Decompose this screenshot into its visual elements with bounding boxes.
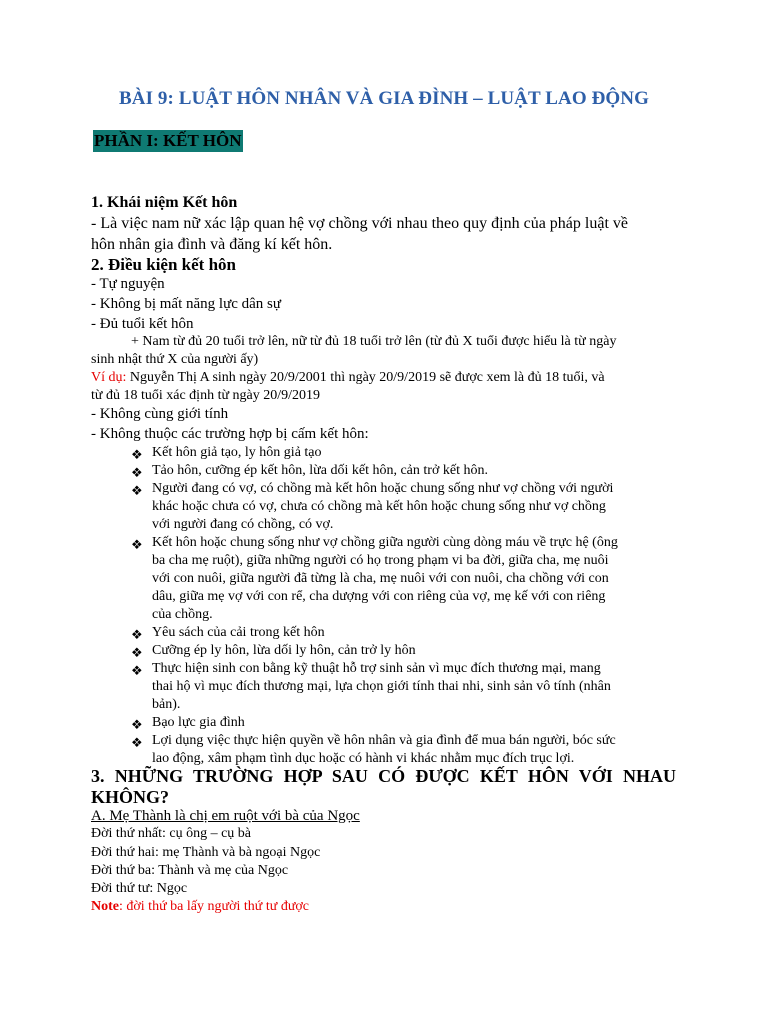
diamond-bullet-icon: ❖ xyxy=(131,735,143,750)
prohibited-case: Thực hiện sinh con bằng kỹ thuật hỗ trợ sinh sản vì mục đích thương mại, mang xyxy=(152,661,601,676)
example-text: Nguyễn Thị A sinh ngày 20/9/2001 thì ngày 20/9/2019 sẽ được xem là đủ 18 tuổi, và xyxy=(126,370,605,385)
prohibited-case-cont: khác hoặc chưa có vợ, chưa có chồng mà kết hôn hoặc chung sống như vợ chồng xyxy=(152,499,606,514)
example-line xyxy=(91,370,605,386)
prohibited-case-cont: thai hộ vì mục đích thương mại, lựa chọn giới tính thai nhi, sinh sản vô tính (nhân xyxy=(152,679,611,694)
condition-item: - Không cùng giới tính xyxy=(91,406,229,422)
diamond-bullet-icon: ❖ xyxy=(131,483,143,498)
prohibited-case: Người đang có vợ, có chồng mà kết hôn hoặc chung sống như vợ chồng với người xyxy=(152,481,614,496)
section-3-heading-cont: KHÔNG? xyxy=(91,787,170,807)
note-label: Note xyxy=(91,899,119,914)
prohibited-case: Kết hôn giả tạo, ly hôn giả tạo xyxy=(152,445,322,460)
prohibited-case: Tảo hôn, cưỡng ép kết hôn, lừa dối kết hôn, cản trở kết hôn. xyxy=(152,463,488,478)
diamond-bullet-icon: ❖ xyxy=(131,447,143,462)
section-1-heading: 1. Khái niệm Kết hôn xyxy=(91,194,238,211)
prohibited-case-cont: với con nuôi, giữa người đã từng là cha, mẹ nuôi với con nuôi, cha chồng với con xyxy=(152,571,609,586)
diamond-bullet-icon: ❖ xyxy=(131,537,143,552)
page-title: BÀI 9: LUẬT HÔN NHÂN VÀ GIA ĐÌNH – LUẬT LAO ĐỘNG xyxy=(118,88,649,109)
note-text: : đời thứ ba lấy người thứ tư được xyxy=(119,899,310,914)
prohibited-case: Kết hôn hoặc chung sống như vợ chồng giữa người cùng dòng máu về trực hệ (ông xyxy=(152,535,618,550)
section-1-text-line: - Là việc nam nữ xác lập quan hệ vợ chồng với nhau theo quy định của pháp luật về xyxy=(91,215,628,232)
prohibited-case-cont: với người đang có chồng, có vợ. xyxy=(152,517,334,532)
age-rule-line: + Nam từ đủ 20 tuổi trở lên, nữ từ đủ 18 tuổi trở lên (từ đủ X tuổi được hiểu là từ ngày xyxy=(131,334,617,349)
generation-line: Đời thứ hai: mẹ Thành và bà ngoại Ngọc xyxy=(91,845,321,860)
section-2-heading: 2. Điều kiện kết hôn xyxy=(91,255,236,274)
prohibited-case-cont: lao động, xâm phạm tình dục hoặc có hành vi khác nhằm mục đích trục lợi. xyxy=(152,751,575,766)
condition-item: - Không thuộc các trường hợp bị cấm kết hôn: xyxy=(91,426,369,442)
condition-item: - Tự nguyện xyxy=(91,276,165,292)
section-3-heading: 3. NHỮNG TRƯỜNG HỢP SAU CÓ ĐƯỢC KẾT HÔN VỚI NHAU xyxy=(91,766,676,786)
section-1-text-line: hôn nhân gia đình và đăng kí kết hôn. xyxy=(91,236,333,253)
diamond-bullet-icon: ❖ xyxy=(131,663,143,678)
example-label: Ví dụ: xyxy=(91,370,127,385)
diamond-bullet-icon: ❖ xyxy=(131,465,143,480)
prohibited-case: Bạo lực gia đình xyxy=(152,715,245,730)
generation-line: Đời thứ nhất: cụ ông – cụ bà xyxy=(91,826,252,841)
case-a-title: A. Mẹ Thành là chị em ruột với bà của Ngọc xyxy=(91,808,360,824)
part-heading: PHẦN I: KẾT HÔN xyxy=(94,131,242,150)
diamond-bullet-icon: ❖ xyxy=(131,627,143,642)
example-line: từ đủ 18 tuổi xác định từ ngày 20/9/2019 xyxy=(91,388,321,403)
prohibited-case: Cưỡng ép ly hôn, lừa dối ly hôn, cản trở ly hôn xyxy=(152,643,416,658)
prohibited-case: Yêu sách của cải trong kết hôn xyxy=(152,625,325,640)
prohibited-case: Lợi dụng việc thực hiện quyền về hôn nhân và gia đình để mua bán người, bóc sức xyxy=(152,733,616,748)
diamond-bullet-icon: ❖ xyxy=(131,717,143,732)
condition-item: - Đủ tuổi kết hôn xyxy=(91,316,194,332)
prohibited-case-cont: bản). xyxy=(152,697,181,712)
note-line xyxy=(91,899,309,915)
age-rule-line: sinh nhật thứ X của người ấy) xyxy=(91,352,259,367)
prohibited-case-cont: của chồng. xyxy=(152,607,213,622)
prohibited-case-cont: dâu, giữa mẹ vợ với con rể, cha dượng với con riêng của vợ, mẹ kế với con riêng xyxy=(152,589,606,604)
generation-line: Đời thứ ba: Thành và mẹ của Ngọc xyxy=(91,863,289,878)
condition-item: - Không bị mất năng lực dân sự xyxy=(91,296,281,312)
diamond-bullet-icon: ❖ xyxy=(131,645,143,660)
generation-line: Đời thứ tư: Ngọc xyxy=(91,881,188,896)
prohibited-case-cont: ba cha mẹ ruột), giữa những người có họ trong phạm vi ba đời, giữa cha, mẹ nuôi xyxy=(152,553,609,568)
